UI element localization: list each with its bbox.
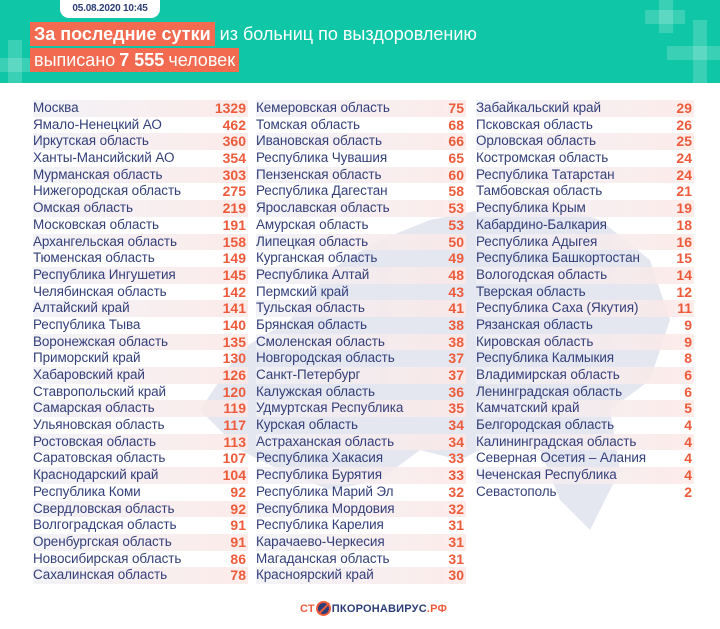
region-row — [256, 350, 466, 367]
subtitle-highlight — [30, 48, 239, 72]
discharged-count: 303 — [222, 166, 246, 183]
discharged-count: 4 — [684, 433, 692, 450]
discharged-count: 117 — [223, 417, 246, 434]
region-row — [256, 367, 466, 384]
region-row — [476, 167, 694, 184]
region-row — [256, 234, 466, 251]
region-name: Пензенская область — [256, 166, 382, 182]
region-row — [33, 400, 248, 417]
region-row — [256, 150, 466, 167]
plus-decoration-icon — [645, 10, 685, 24]
region-name: Ульяновская область — [33, 417, 165, 433]
region-name: Республика Карелия — [256, 517, 384, 533]
region-row — [33, 551, 248, 568]
discharged-count: 31 — [448, 533, 464, 550]
region-row — [476, 367, 694, 384]
region-row — [476, 300, 694, 317]
region-row — [33, 300, 248, 317]
discharged-count: 25 — [676, 133, 692, 150]
title-highlight-text: За последние сутки — [34, 23, 211, 44]
region-name: Курганская область — [256, 250, 378, 266]
region-row — [256, 334, 466, 351]
discharged-count: 31 — [448, 517, 464, 534]
region-row — [33, 167, 248, 184]
region-row — [33, 100, 248, 117]
region-name: Новосибирская область — [33, 550, 182, 566]
discharged-count: 21 — [676, 183, 692, 200]
discharged-count: 15 — [676, 250, 692, 267]
region-name: Кабардино-Балкария — [476, 216, 607, 232]
subtitle-prefix: выписано — [34, 49, 116, 70]
region-name: Ханты-Мансийский АО — [33, 150, 175, 166]
region-row — [256, 317, 466, 334]
discharged-count: 38 — [448, 316, 464, 333]
discharged-count: 145 — [222, 266, 246, 283]
region-name: Самарская область — [33, 400, 155, 416]
discharged-count: 24 — [676, 150, 692, 167]
region-row — [256, 100, 466, 117]
region-row — [476, 183, 694, 200]
virus-stop-icon — [316, 601, 331, 616]
region-name: Республика Марий Эл — [256, 483, 394, 499]
region-name: Краснодарский край — [33, 467, 159, 483]
discharged-count: 53 — [448, 200, 464, 217]
discharged-count: 4 — [684, 417, 692, 434]
region-row — [476, 350, 694, 367]
region-name: Калининградская область — [476, 433, 637, 449]
discharged-count: 104 — [222, 467, 246, 484]
regions-column-2 — [256, 100, 466, 584]
discharged-count: 2 — [684, 483, 692, 500]
region-name: Рязанская область — [476, 316, 593, 332]
region-name: Архангельская область — [33, 233, 177, 249]
region-name: Республика Ингушетия — [33, 266, 176, 282]
region-name: Республика Хакасия — [256, 450, 383, 466]
region-name: Липецкая область — [256, 233, 369, 249]
region-row — [476, 400, 694, 417]
region-row — [256, 567, 466, 584]
discharged-count: 32 — [448, 483, 464, 500]
region-row — [256, 133, 466, 150]
region-row — [476, 234, 694, 251]
region-row — [476, 100, 694, 117]
subtitle-suffix: человек — [168, 49, 236, 70]
region-name: Владимирская область — [476, 367, 620, 382]
region-name: Республика Чувашия — [256, 150, 388, 166]
discharged-count: 41 — [448, 300, 464, 317]
logo-text-domain: .РФ — [426, 602, 448, 615]
region-name: Новгородская область — [256, 350, 395, 366]
region-name: Московская область — [33, 216, 159, 232]
region-name: Брянская область — [256, 316, 367, 332]
region-row — [33, 350, 248, 367]
region-row — [256, 117, 466, 134]
region-row — [33, 317, 248, 334]
regions-column-1 — [33, 100, 248, 584]
region-row — [256, 267, 466, 284]
region-row — [256, 517, 466, 534]
region-name: Воронежская область — [33, 333, 168, 349]
region-name: Алтайский край — [33, 300, 130, 316]
discharged-count: 149 — [222, 250, 246, 267]
region-name: Иркутская область — [33, 133, 149, 149]
region-row — [256, 167, 466, 184]
region-row — [33, 133, 248, 150]
discharged-count: 86 — [230, 550, 246, 567]
region-name: Республика Адыгея — [476, 233, 598, 249]
region-name: Кемеровская область — [256, 100, 390, 115]
discharged-count: 107 — [222, 450, 246, 467]
region-row — [476, 133, 694, 150]
region-row — [256, 434, 466, 451]
discharged-count: 43 — [448, 283, 464, 300]
discharged-count: 35 — [448, 400, 464, 417]
discharged-count: 32 — [448, 500, 464, 517]
region-name: Орловская область — [476, 133, 596, 149]
region-name: Омская область — [33, 200, 133, 216]
region-row — [33, 284, 248, 301]
region-row — [33, 217, 248, 234]
region-name: Курская область — [256, 417, 358, 433]
region-name: Республика Коми — [33, 483, 141, 499]
region-name: Чеченская Республика — [476, 467, 617, 483]
discharged-count: 9 — [684, 316, 692, 333]
region-row — [256, 250, 466, 267]
region-name: Ставропольский край — [33, 383, 166, 399]
total-discharged: 7 555 — [119, 49, 165, 70]
region-row — [33, 117, 248, 134]
discharged-count: 92 — [230, 483, 246, 500]
logo-text-main: ПКОРОНАВИРУС — [331, 602, 427, 615]
region-name: Нижегородская область — [33, 183, 181, 199]
region-row — [476, 250, 694, 267]
subtitle-line — [30, 48, 239, 72]
region-row — [33, 434, 248, 451]
region-row — [256, 501, 466, 518]
discharged-count: 5 — [684, 400, 692, 417]
region-row — [33, 384, 248, 401]
region-row — [33, 501, 248, 518]
region-name: Ярославская область — [256, 200, 390, 216]
region-row — [33, 200, 248, 217]
region-row — [476, 417, 694, 434]
region-row — [33, 367, 248, 384]
region-name: Тверская область — [476, 283, 586, 299]
region-name: Красноярский край — [256, 567, 374, 583]
discharged-count: 37 — [448, 367, 464, 383]
header-banner — [0, 0, 720, 83]
region-name: Республика Крым — [476, 200, 586, 216]
discharged-count: 50 — [448, 233, 464, 250]
region-name: Ростовская область — [33, 433, 156, 449]
region-row — [33, 250, 248, 267]
discharged-count: 14 — [676, 266, 692, 283]
region-name: Республика Саха (Якутия) — [476, 300, 639, 316]
region-row — [33, 417, 248, 434]
discharged-count: 8 — [684, 350, 692, 367]
discharged-count: 75 — [448, 100, 464, 116]
region-row — [256, 284, 466, 301]
discharged-count: 92 — [230, 500, 246, 517]
region-row — [476, 467, 694, 484]
region-name: Калужская область — [256, 383, 375, 399]
region-row — [476, 267, 694, 284]
region-row — [256, 484, 466, 501]
discharged-count: 66 — [448, 133, 464, 150]
discharged-count: 4 — [684, 450, 692, 467]
region-name: Хабаровский край — [33, 367, 145, 382]
discharged-count: 58 — [448, 183, 464, 200]
discharged-count: 38 — [448, 333, 464, 350]
discharged-count: 120 — [222, 383, 246, 400]
region-name: Забайкальский край — [476, 100, 601, 115]
region-name: Астраханская область — [256, 433, 395, 449]
region-name: Республика Тыва — [33, 316, 141, 332]
region-name: Ленинградская область — [476, 383, 623, 399]
discharged-count: 16 — [676, 233, 692, 250]
stopcoronavirus-logo — [300, 601, 447, 616]
region-name: Тульская область — [256, 300, 365, 316]
discharged-count: 4 — [684, 467, 692, 484]
region-name: Камчатский край — [476, 400, 580, 416]
region-name: Томская область — [256, 116, 360, 132]
region-name: Магаданская область — [256, 550, 390, 566]
region-row — [476, 200, 694, 217]
discharged-count: 19 — [676, 200, 692, 217]
discharged-count: 11 — [677, 300, 692, 317]
discharged-count: 142 — [222, 283, 246, 300]
discharged-count: 91 — [230, 517, 246, 534]
region-row — [33, 467, 248, 484]
region-row — [33, 517, 248, 534]
region-name: Вологодская область — [476, 266, 608, 282]
discharged-count: 275 — [222, 183, 246, 200]
regions-column-3 — [476, 100, 694, 501]
discharged-count: 191 — [222, 216, 246, 233]
discharged-count: 78 — [230, 567, 246, 584]
region-row — [33, 450, 248, 467]
region-row — [33, 334, 248, 351]
region-row — [256, 534, 466, 551]
region-row — [33, 534, 248, 551]
discharged-count: 119 — [223, 400, 246, 417]
region-row — [476, 284, 694, 301]
region-name: Тамбовская область — [476, 183, 603, 199]
region-row — [256, 400, 466, 417]
region-name: Москва — [33, 100, 79, 115]
discharged-count: 26 — [676, 116, 692, 133]
region-name: Челябинская область — [33, 283, 167, 299]
discharged-count: 462 — [222, 116, 246, 133]
region-row — [33, 484, 248, 501]
region-name: Республика Татарстан — [476, 166, 615, 182]
discharged-count: 18 — [676, 216, 692, 233]
discharged-count: 33 — [448, 450, 464, 467]
discharged-count: 6 — [684, 367, 692, 383]
region-row — [256, 183, 466, 200]
discharged-count: 219 — [222, 200, 246, 217]
discharged-count: 1329 — [214, 100, 246, 116]
region-row — [256, 217, 466, 234]
discharged-count: 53 — [448, 216, 464, 233]
region-name: Санкт-Петербург — [256, 367, 361, 382]
region-name: Ямало-Ненецкий АО — [33, 116, 162, 132]
discharged-count: 354 — [222, 150, 246, 167]
region-name: Северная Осетия – Алания — [476, 450, 646, 466]
region-name: Амурская область — [256, 216, 369, 232]
region-row — [33, 567, 248, 584]
discharged-count: 130 — [222, 350, 246, 367]
region-name: Республика Дагестан — [256, 183, 388, 199]
region-name: Кировская область — [476, 333, 594, 349]
discharged-count: 68 — [448, 116, 464, 133]
discharged-count: 12 — [676, 283, 692, 300]
discharged-count: 29 — [676, 100, 692, 116]
logo-text-st: СТ — [300, 602, 315, 615]
plus-decoration-icon — [667, 46, 720, 60]
date-badge: 05.08.2020 10:45 — [60, 0, 160, 18]
region-name: Республика Калмыкия — [476, 350, 614, 366]
region-row — [476, 484, 694, 501]
region-name: Белгородская область — [476, 417, 615, 433]
region-row — [33, 150, 248, 167]
discharged-count: 24 — [676, 166, 692, 183]
discharged-count: 36 — [448, 383, 464, 400]
title-line — [30, 22, 477, 46]
region-name: Республика Мордовия — [256, 500, 395, 516]
region-name: Республика Бурятия — [256, 467, 382, 483]
region-name: Волгоградская область — [33, 517, 177, 533]
discharged-count: 30 — [448, 567, 464, 584]
discharged-count: 113 — [223, 433, 246, 450]
region-row — [476, 150, 694, 167]
discharged-count: 9 — [684, 333, 692, 350]
region-name: Республика Башкортостан — [476, 250, 640, 266]
region-name: Мурманская область — [33, 166, 163, 182]
discharged-count: 360 — [222, 133, 246, 150]
region-row — [33, 267, 248, 284]
region-row — [256, 384, 466, 401]
discharged-count: 140 — [222, 316, 246, 333]
region-row — [256, 200, 466, 217]
region-name: Пермский край — [256, 283, 349, 299]
region-name: Тюменская область — [33, 250, 155, 266]
discharged-count: 141 — [222, 300, 246, 317]
region-row — [256, 300, 466, 317]
discharged-count: 31 — [448, 550, 464, 567]
region-row — [476, 450, 694, 467]
region-name: Республика Алтай — [256, 266, 370, 282]
region-name: Псковская область — [476, 116, 593, 132]
discharged-count: 6 — [684, 383, 692, 400]
region-row — [476, 217, 694, 234]
title-rest: из больниц по выздоровлению — [219, 23, 477, 44]
region-name: Костромская область — [476, 150, 609, 166]
discharged-count: 37 — [448, 350, 464, 367]
region-row — [256, 551, 466, 568]
region-name: Сахалинская область — [33, 567, 167, 583]
region-name: Приморский край — [33, 350, 141, 366]
discharged-count: 34 — [448, 433, 464, 450]
region-row — [476, 384, 694, 401]
region-name: Карачаево-Черкесия — [256, 533, 385, 549]
region-row — [256, 417, 466, 434]
discharged-count: 135 — [222, 333, 246, 350]
discharged-count: 60 — [448, 166, 464, 183]
discharged-count: 91 — [230, 533, 246, 550]
region-row — [476, 317, 694, 334]
discharged-count: 33 — [448, 467, 464, 484]
region-name: Оренбургская область — [33, 533, 172, 549]
region-row — [476, 434, 694, 451]
region-row — [33, 234, 248, 251]
discharged-count: 65 — [448, 150, 464, 167]
region-row — [256, 450, 466, 467]
region-row — [256, 467, 466, 484]
region-name: Севастополь — [476, 483, 557, 499]
region-row — [476, 334, 694, 351]
region-name: Смоленская область — [256, 333, 385, 349]
discharged-count: 126 — [222, 367, 246, 383]
region-name: Ивановская область — [256, 133, 382, 149]
discharged-count: 34 — [448, 417, 464, 434]
discharged-count: 48 — [448, 266, 464, 283]
discharged-count: 158 — [222, 233, 246, 250]
region-name: Удмуртская Республика — [256, 400, 404, 416]
discharged-count: 49 — [448, 250, 464, 267]
region-name: Саратовская область — [33, 450, 166, 466]
region-row — [476, 117, 694, 134]
region-name: Свердловская область — [33, 500, 175, 516]
title-highlight — [30, 22, 215, 46]
region-row — [33, 183, 248, 200]
